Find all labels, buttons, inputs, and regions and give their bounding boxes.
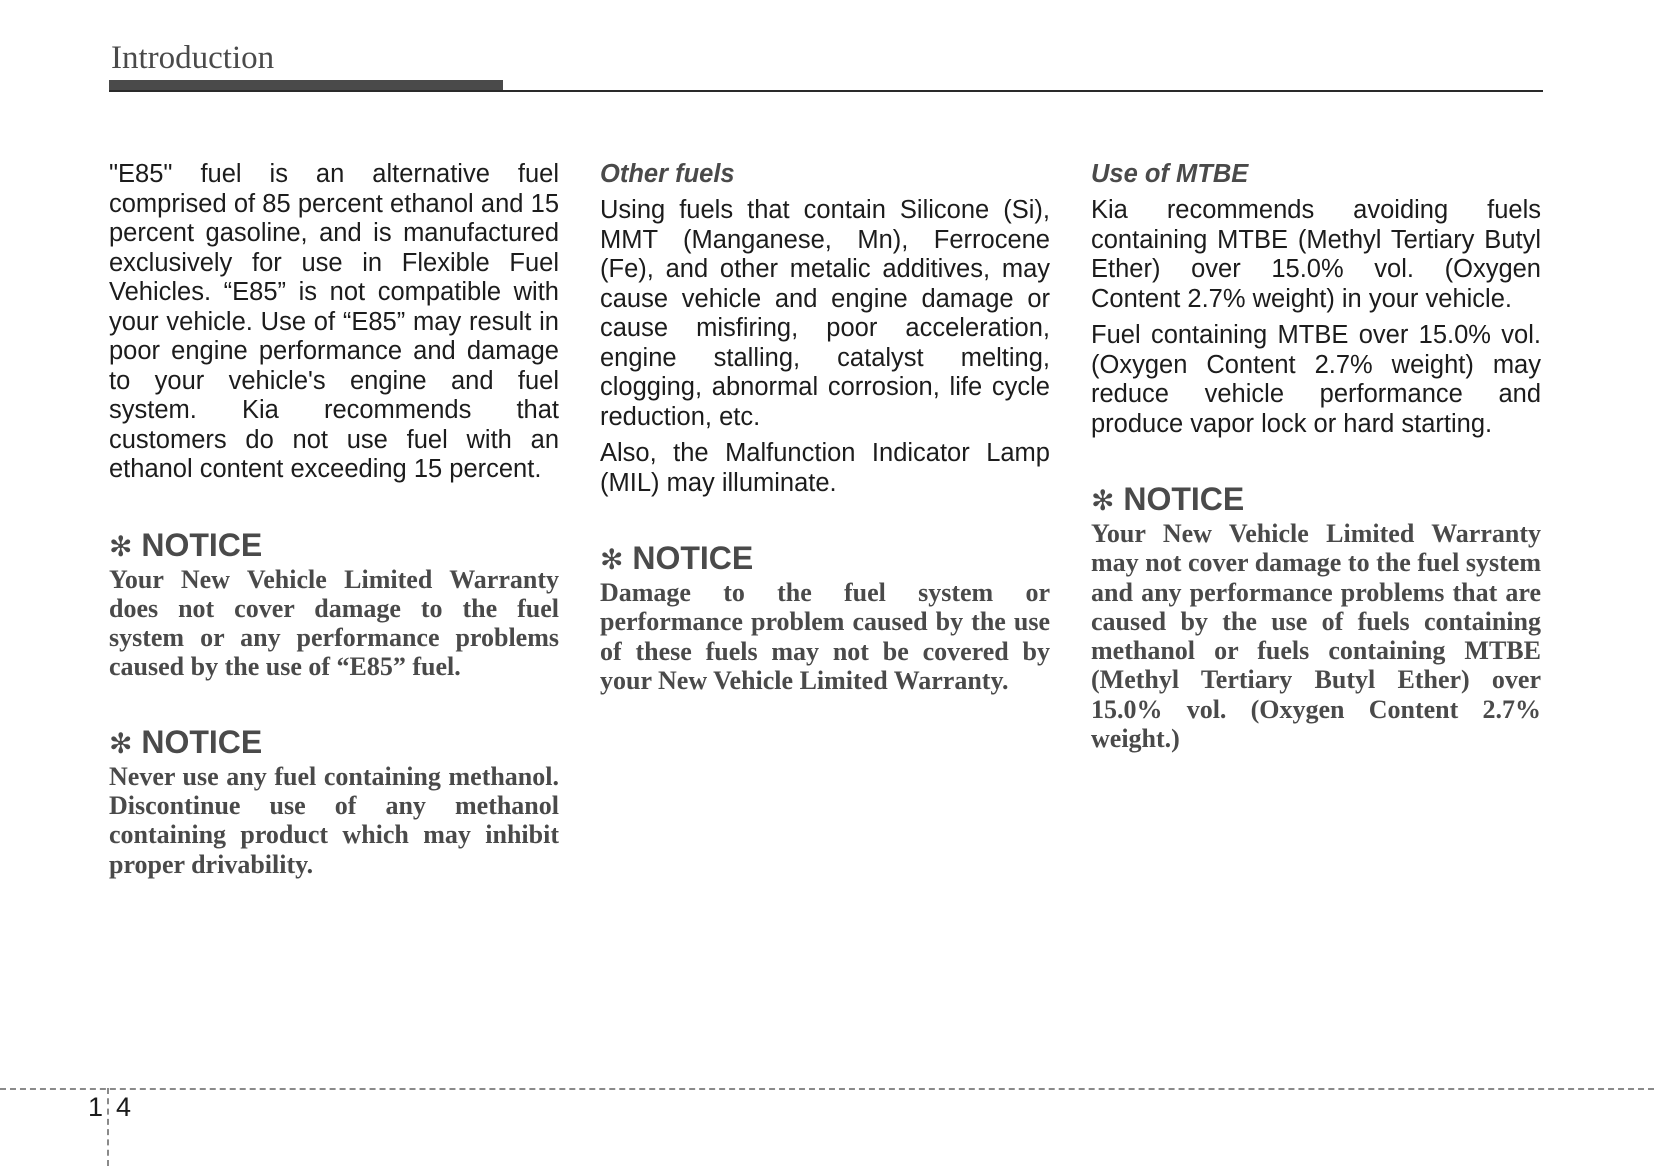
notice-star-icon: ✻ [1091, 485, 1115, 516]
notice-body: Your New Vehicle Limited Warranty may not cover damage to the fuel system and any performance problems that are caused by the use of fuels containing methanol or fuels containing MTBE (Methyl Tertiary Butyl Ether) over 15.0% vol. (Oxygen Content 2.7% weight.) [1091, 519, 1541, 754]
notice-body: Your New Vehicle Limited Warranty does not cover damage to the fuel system or any performance problems caused by the use of “E85” fuel. [109, 564, 559, 682]
notice-methanol [109, 724, 559, 879]
column-mtbe [1091, 160, 1541, 753]
footer-dashed-divider [107, 1088, 109, 1166]
section-heading-other-fuels: Other fuels [600, 160, 735, 188]
footer-dashed-rule [0, 1088, 1654, 1090]
notice-mtbe [1091, 481, 1541, 753]
notice-e85-warranty [109, 527, 559, 682]
other-fuels-paragraph: Using fuels that contain Silicone (Si), MMT (Manganese, Mn), Ferrocene (Fe), and other metalic additives, may cause vehicle and engine damage or cause misfiring, poor acceleration, engine stalling, catalyst melting, clogging, abnormal corrosion, life cycle reduction, etc. [600, 196, 1050, 431]
e85-paragraph: "E85" fuel is an alternative fuel comprised of 85 percent ethanol and 15 percent gasoline, and is manufactured exclusively for use in Flexible Fuel Vehicles. “E85” is not compatible with your vehicle. Use of “E85” may result in poor engine performance and damage to your vehicle's engine and fuel system. Kia recommends that customers do not use fuel with an ethanol content exceeding 15 percent. [109, 160, 559, 483]
notice-other-fuels [600, 540, 1050, 695]
page-number: 4 [116, 1092, 132, 1122]
column-other-fuels [600, 160, 1050, 695]
notice-star-icon: ✻ [600, 544, 624, 575]
notice-star-icon: ✻ [109, 530, 133, 562]
notice-heading [600, 540, 1050, 578]
page-header-title: Introduction [111, 40, 275, 76]
notice-label: NOTICE [632, 540, 754, 576]
column-e85 [109, 160, 559, 879]
notice-label: NOTICE [141, 526, 263, 563]
mtbe-paragraph-1: Kia recommends avoiding fuels containing MTBE (Methyl Tertiary Butyl Ether) over 15.0% vol. (Oxygen Content 2.7% weight) in your vehicle. [1091, 196, 1541, 313]
notice-label: NOTICE [141, 723, 263, 760]
notice-heading [109, 724, 559, 762]
notice-star-icon: ✻ [109, 727, 133, 759]
notice-label: NOTICE [1123, 481, 1245, 517]
mtbe-paragraph-2: Fuel containing MTBE over 15.0% vol. (Oxygen Content 2.7% weight) may reduce vehicle performance and produce vapor lock or hard starting. [1091, 321, 1541, 438]
notice-body: Never use any fuel containing methanol. Discontinue use of any methanol containing product which may inhibit proper drivability. [109, 761, 559, 879]
header-rule [109, 90, 1543, 92]
notice-heading [109, 527, 559, 565]
notice-body: Damage to the fuel system or performance problem caused by the use of these fuels may not be covered by your New Vehicle Limited Warranty. [600, 578, 1050, 695]
section-heading-mtbe: Use of MTBE [1091, 160, 1249, 188]
notice-heading [1091, 481, 1541, 519]
page-section-number: 1 [88, 1092, 104, 1122]
mil-paragraph: Also, the Malfunction Indicator Lamp (MIL) may illuminate. [600, 439, 1050, 497]
